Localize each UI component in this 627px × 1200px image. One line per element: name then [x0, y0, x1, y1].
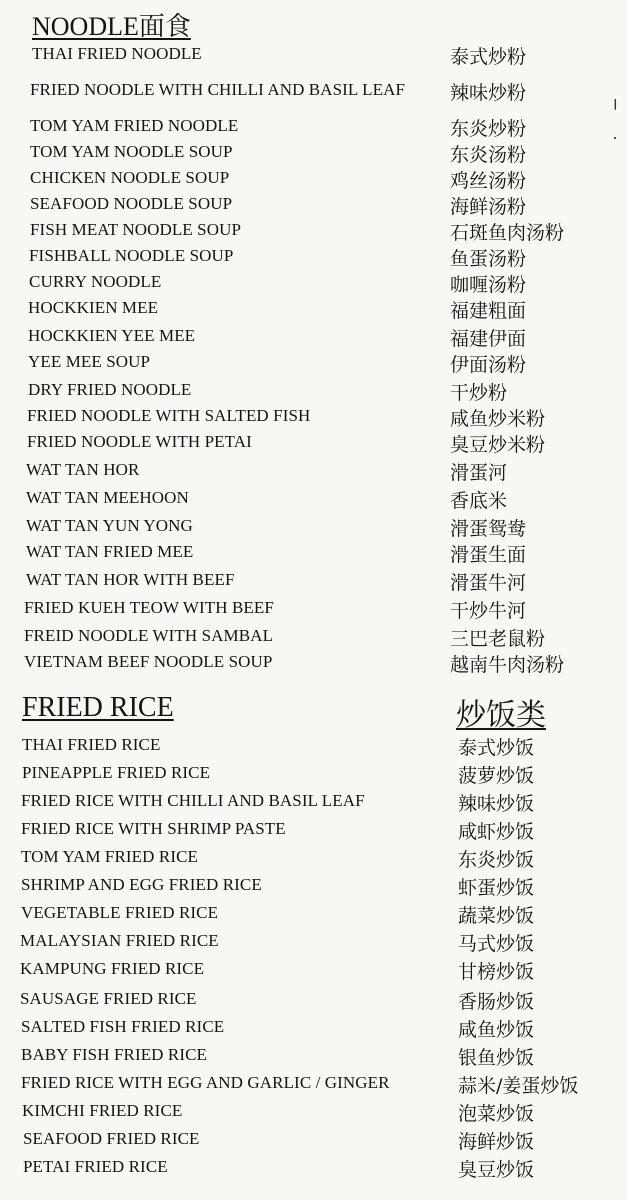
menu-item-name-en: FRIED RICE WITH SHRIMP PASTE — [21, 819, 286, 838]
menu-item-name-zh: 辣味炒粉 — [450, 82, 527, 104]
menu-item — [0, 1073, 627, 1097]
menu-item-name-en: TOM YAM NOODLE SOUP — [30, 142, 233, 161]
menu-item-name-zh: 鸡丝汤粉 — [450, 170, 527, 192]
menu-item-name-zh: 泰式炒粉 — [450, 46, 527, 68]
menu-item-name-en: VIETNAM BEEF NOODLE SOUP — [24, 652, 273, 671]
menu-item-name-en: HOCKKIEN MEE — [28, 298, 159, 317]
menu-item-name-zh: 海鲜汤粉 — [450, 196, 527, 218]
fried-rice-section-title: FRIED RICE — [22, 692, 174, 723]
menu-item-name-en: KAMPUNG FRIED RICE — [20, 959, 205, 978]
menu-item-name-zh: 滑蛋河 — [450, 462, 508, 484]
menu-item-name-zh: 咸鱼炒米粉 — [450, 408, 546, 430]
menu-item-name-en: FRIED KUEH TEOW WITH BEEF — [24, 598, 274, 617]
menu-item-name-zh: 虾蛋炒饭 — [458, 877, 535, 899]
menu-item-name-zh: 泰式炒饭 — [458, 737, 535, 759]
menu-item-name-zh: 咸鱼炒饭 — [458, 1019, 535, 1041]
menu-item-name-zh: 蒜米/姜蛋炒饭 — [458, 1075, 579, 1097]
margin-mark-icon: ╵ — [610, 100, 621, 120]
menu-item-name-en: PINEAPPLE FRIED RICE — [22, 763, 211, 782]
menu-item-name-zh: 鱼蛋汤粉 — [450, 248, 527, 270]
menu-item — [0, 735, 627, 759]
menu-item — [0, 847, 627, 871]
menu-item — [0, 1017, 627, 1041]
fried-rice-section-title-zh: 炒饭类 — [456, 699, 546, 732]
menu-item-name-en: HOCKKIEN YEE MEE — [28, 326, 196, 345]
menu-item-name-zh: 咸虾炒饭 — [458, 821, 535, 843]
menu-item-name-en: TOM YAM FRIED RICE — [21, 847, 199, 866]
menu-item-name-zh: 越南牛肉汤粉 — [450, 654, 565, 676]
menu-item — [0, 931, 627, 955]
menu-item-name-zh: 福建粗面 — [450, 300, 527, 322]
menu-item — [0, 1157, 627, 1181]
menu-item-name-zh: 干炒牛河 — [450, 600, 527, 622]
menu-item — [0, 989, 627, 1013]
menu-item-name-zh: 东炎汤粉 — [450, 144, 527, 166]
menu-item — [0, 819, 627, 843]
menu-item-name-zh: 香肠炒饭 — [458, 991, 535, 1013]
menu-item-name-en: BABY FISH FRIED RICE — [21, 1045, 208, 1064]
menu-item-name-zh: 干炒粉 — [450, 382, 508, 404]
menu-item-name-en: THAI FRIED NOODLE — [32, 44, 202, 63]
menu-item-name-zh: 东炎炒粉 — [450, 118, 527, 140]
menu-item-name-zh: 甘榜炒饭 — [458, 961, 535, 983]
menu-item-name-zh: 滑蛋鸳鸯 — [450, 518, 527, 540]
menu-item-name-zh: 菠萝炒饭 — [458, 765, 535, 787]
menu-item-name-zh: 咖喱汤粉 — [450, 274, 527, 296]
menu-item-name-zh: 伊面汤粉 — [450, 354, 527, 376]
menu-item-name-en: SEAFOOD FRIED RICE — [23, 1129, 200, 1148]
menu-item — [0, 875, 627, 899]
menu-item — [0, 1101, 627, 1125]
menu-item-name-zh: 香底米 — [450, 490, 508, 512]
menu-item-name-en: FRIED NOODLE WITH PETAI — [27, 432, 252, 451]
menu-item-name-zh: 海鲜炒饭 — [458, 1131, 535, 1153]
menu-item-name-en: TOM YAM FRIED NOODLE — [30, 116, 239, 135]
menu-item-name-en: YEE MEE SOUP — [28, 352, 151, 371]
menu-item-name-en: FRIED NOODLE WITH CHILLI AND BASIL LEAF — [30, 80, 406, 99]
menu-item-name-en: FISHBALL NOODLE SOUP — [29, 246, 234, 265]
menu-item-name-zh: 滑蛋牛河 — [450, 572, 527, 594]
menu-item-name-zh: 蔬菜炒饭 — [458, 905, 535, 927]
menu-item — [0, 791, 627, 815]
menu-item-name-en: WAT TAN MEEHOON — [26, 488, 189, 507]
menu-item-name-en: SHRIMP AND EGG FRIED RICE — [21, 875, 262, 894]
menu-item-name-en: FRIED RICE WITH CHILLI AND BASIL LEAF — [21, 791, 365, 810]
menu-item-name-en: THAI FRIED RICE — [22, 735, 161, 754]
menu-item-name-en: SEAFOOD NOODLE SOUP — [30, 194, 233, 213]
menu-item-name-en: SALTED FISH FRIED RICE — [21, 1017, 225, 1036]
menu-item-name-zh: 三巴老鼠粉 — [450, 628, 546, 650]
menu-item-name-en: SAUSAGE FRIED RICE — [20, 989, 197, 1008]
menu-item — [0, 903, 627, 927]
menu-item-name-en: MALAYSIAN FRIED RICE — [20, 931, 219, 950]
menu-item-name-en: PETAI FRIED RICE — [23, 1157, 168, 1176]
menu-item-name-en: CURRY NOODLE — [29, 272, 162, 291]
menu-item-name-en: WAT TAN HOR WITH BEEF — [26, 570, 235, 589]
menu-item — [0, 1045, 627, 1069]
menu-item-name-en: WAT TAN YUN YONG — [26, 516, 193, 535]
menu-item-name-en: WAT TAN FRIED MEE — [26, 542, 194, 561]
noodle-section-title: NOODLE面食 — [32, 12, 191, 41]
menu-item-name-zh: 银鱼炒饭 — [458, 1047, 535, 1069]
menu-item-name-en: FRIED RICE WITH EGG AND GARLIC / GINGER — [21, 1073, 390, 1092]
menu-item-name-en: KIMCHI FRIED RICE — [22, 1101, 183, 1120]
menu-item-name-zh: 臭豆炒饭 — [458, 1159, 535, 1181]
menu-item-name-en: VEGETABLE FRIED RICE — [21, 903, 219, 922]
menu-item-name-zh: 臭豆炒米粉 — [450, 434, 546, 456]
menu-item-name-zh: 泡菜炒饭 — [458, 1103, 535, 1125]
menu-item — [0, 763, 627, 787]
menu-item-name-en: FISH MEAT NOODLE SOUP — [30, 220, 242, 239]
menu-item-name-en: FREID NOODLE WITH SAMBAL — [24, 626, 274, 645]
menu-item-name-zh: 东炎炒饭 — [458, 849, 535, 871]
menu-item-name-zh: 马式炒饭 — [458, 933, 535, 955]
menu-item-name-en: WAT TAN HOR — [26, 460, 140, 479]
menu-item-name-en: FRIED NOODLE WITH SALTED FISH — [27, 406, 311, 425]
menu-item-name-zh: 辣味炒饭 — [458, 793, 535, 815]
margin-mark-icon: · — [612, 128, 618, 148]
menu-item — [0, 959, 627, 983]
menu-item — [0, 1129, 627, 1153]
menu-item-name-zh: 石斑鱼肉汤粉 — [450, 222, 565, 244]
menu-item-name-zh: 滑蛋生面 — [450, 544, 527, 566]
menu-item-name-en: DRY FRIED NOODLE — [28, 380, 192, 399]
menu-item-name-en: CHICKEN NOODLE SOUP — [30, 168, 230, 187]
menu-item-name-zh: 福建伊面 — [450, 328, 527, 350]
